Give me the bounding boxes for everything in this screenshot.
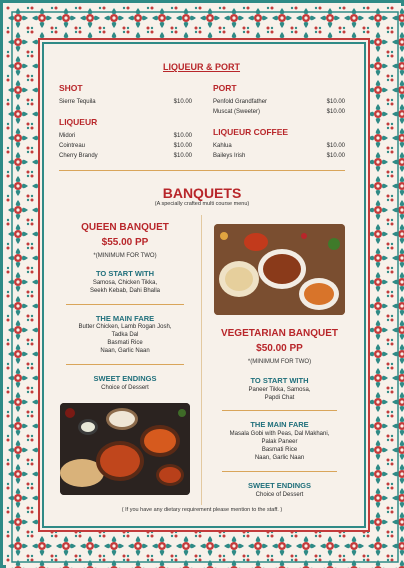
food-photo-art	[60, 403, 190, 495]
queen-start-heading: TO START WITH	[95, 269, 155, 278]
liqueur-item-name: Cointreau	[59, 143, 86, 149]
veg-main-heading: THE MAIN FARE	[250, 420, 309, 429]
liqueur-heading: LIQUEUR	[59, 117, 98, 127]
veg-start-line: Papdi Chat	[264, 395, 295, 401]
veg-sweet-line: Choice of Dessert	[255, 492, 304, 498]
veg-sweet-heading: SWEET ENDINGS	[248, 481, 311, 490]
queen-main-line: Naan, Garlic Naan	[100, 348, 150, 354]
queen-main-line: Butter Chicken, Lamb Rogan Josh,	[78, 324, 172, 330]
food-photo-art	[214, 224, 345, 315]
queen-main-line: Basmati Rice	[107, 340, 143, 346]
coffee-item-price: $10.00	[326, 143, 345, 149]
veg-start-heading: TO START WITH	[250, 376, 309, 385]
veg-banquet-price: $50.00 PP	[256, 343, 303, 354]
veg-divider	[222, 410, 337, 411]
queen-divider	[66, 304, 184, 305]
queen-banquet-price: $55.00 PP	[101, 237, 149, 248]
queen-main-line: Tadka Dal	[111, 332, 139, 338]
port-item-name: Muscat (Sweeter)	[213, 109, 261, 115]
veg-main-line: Masala Gobi with Peas, Dal Makhani,	[229, 431, 330, 437]
food-photo-veg-dishes	[214, 224, 345, 315]
queen-start-line: Seekh Kebab, Dahi Bhalla	[89, 288, 161, 294]
liqueur-item-price: $10.00	[173, 133, 192, 139]
veg-main-line: Palak Paneer	[261, 439, 298, 445]
shot-item-name: Sierre Tequila	[59, 99, 96, 105]
queen-sweet-heading: SWEET ENDINGS	[93, 374, 157, 383]
banquets-title: BANQUETS	[162, 185, 242, 201]
veg-banquet-note: *(MINIMUM FOR TWO)	[247, 359, 312, 365]
liqueur-item-price: $10.00	[173, 143, 192, 149]
banquets-subtitle: (A specially crafted multi course menu)	[154, 201, 250, 207]
column-divider	[201, 215, 202, 505]
section-divider	[59, 170, 345, 171]
veg-divider	[222, 471, 337, 472]
port-item-price: $10.00	[326, 99, 345, 105]
coffee-item-name: Kahlua	[213, 143, 232, 149]
queen-divider	[66, 364, 184, 365]
shot-item-price: $10.00	[173, 99, 192, 105]
food-photo-meat-dishes	[60, 403, 190, 495]
dietary-note: ( If you have any dietary requirement please mention to the staff. )	[121, 507, 283, 513]
liqueur-coffee-heading: LIQUEUR COFFEE	[213, 127, 289, 137]
veg-main-line: Naan, Garlic Naan	[254, 455, 305, 461]
liqueur-item-name: Cherry Brandy	[59, 153, 98, 159]
liqueur-item-price: $10.00	[173, 153, 192, 159]
port-item-price: $10.00	[326, 109, 345, 115]
queen-start-line: Samosa, Chicken Tikka,	[92, 280, 158, 286]
veg-start-line: Paneer Tikka, Samosa,	[248, 387, 311, 393]
coffee-item-price: $10.00	[326, 153, 345, 159]
veg-banquet-title: VEGETARIAN BANQUET	[220, 328, 339, 339]
queen-main-heading: THE MAIN FARE	[95, 314, 155, 323]
liqueur-item-name: Midori	[59, 133, 76, 139]
queen-sweet-line: Choice of Dessert	[101, 385, 149, 391]
liqueur-port-title: LIQUEUR & PORT	[163, 62, 241, 72]
veg-main-line: Basmati Rice	[261, 447, 298, 453]
queen-banquet-note: *(MINIMUM FOR TWO)	[93, 253, 157, 259]
port-heading: PORT	[213, 83, 237, 93]
shot-heading: SHOT	[59, 83, 83, 93]
queen-banquet-title: QUEEN BANQUET	[81, 222, 169, 233]
coffee-item-name: Baileys Irish	[213, 153, 246, 159]
port-item-name: Penfold Grandfather	[213, 99, 268, 105]
